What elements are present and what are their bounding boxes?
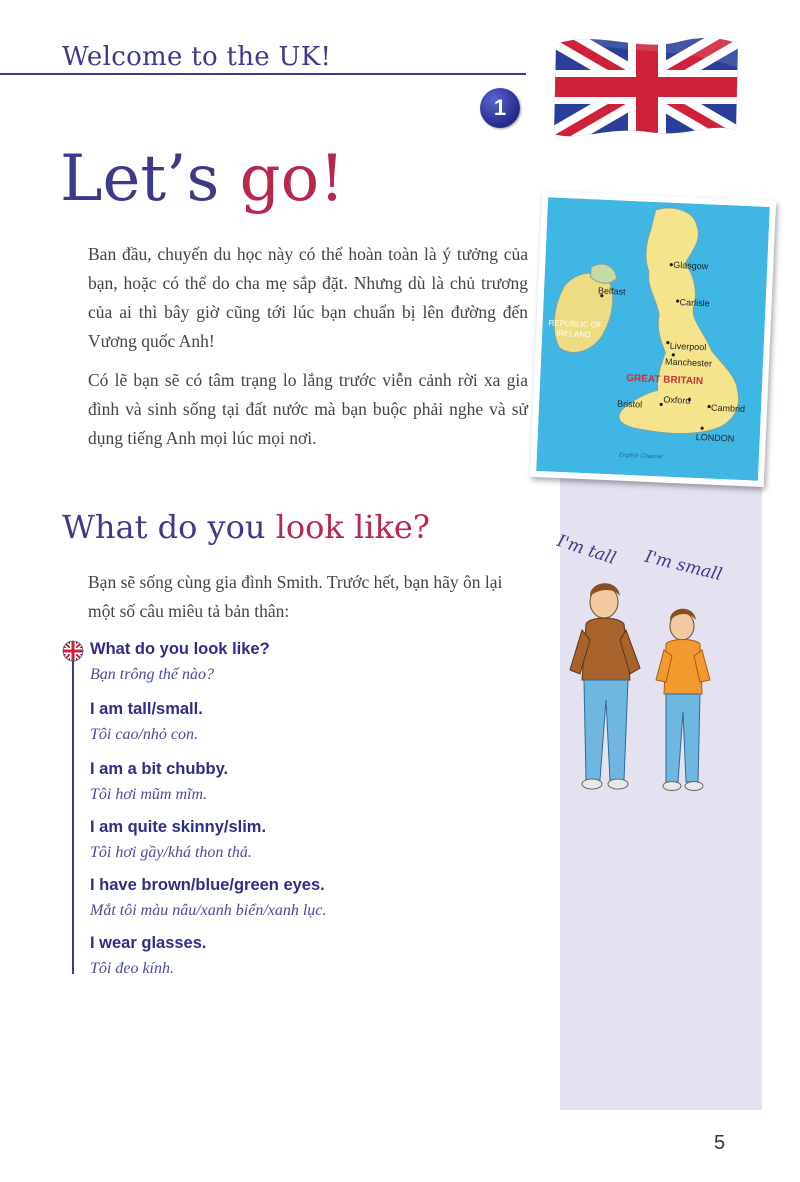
title-part-2: go! — [239, 142, 345, 216]
map-label-bristol: Bristol — [616, 398, 643, 410]
uk-flag-icon — [62, 640, 84, 662]
intro-paragraph: Có lẽ bạn sẽ có tâm trạng lo lắng trước viễn cảnh rời xa gia đình và sinh sống tại đất nước mà bạn buộc phải nghe và sử dụng tiếng Anh mọi lúc mọi nơi. — [88, 370, 528, 448]
chapter-header-title: Welcome to the UK! — [62, 42, 332, 72]
phrase-english: What do you look like? — [90, 640, 270, 658]
section-title-part-1: What do you — [62, 508, 276, 546]
map-label-great-britain: GREAT BRITAIN — [626, 372, 704, 388]
section-intro: Bạn sẽ sống cùng gia đình Smith. Trước hết, bạn hãy ôn lại một số câu miêu tả bản thân: — [88, 572, 503, 621]
chapter-number-badge: 1 — [480, 88, 520, 128]
phrase-vietnamese: Tôi cao/nhỏ con. — [90, 726, 198, 743]
map-label-cambridge: Cambrid — [710, 402, 746, 415]
map-label-republic-1: REPUBLIC OF — [548, 318, 603, 330]
map-label-london: LONDON — [695, 431, 735, 444]
caption-tall: I'm tall — [554, 531, 619, 569]
phrase-vietnamese: Mắt tôi màu nâu/xanh biển/xanh lục. — [90, 902, 327, 919]
title-part-1: Let’s — [60, 142, 240, 216]
map-label-oxford: Oxford — [663, 394, 691, 406]
phrase-vietnamese: Tôi hơi gầy/khá thon thả. — [90, 844, 252, 861]
map-label-carlisle: Carlisle — [679, 297, 710, 309]
phrase-english: I am a bit chubby. — [90, 760, 229, 778]
map-label-republic-2: IRELAND — [555, 328, 592, 340]
map-label-liverpool: Liverpool — [669, 340, 707, 353]
caption-small: I'm small — [642, 546, 725, 586]
phrase-english: I have brown/blue/green eyes. — [90, 876, 325, 894]
map-label-manchester: Manchester — [664, 356, 713, 369]
phrase-list-rule — [72, 654, 74, 974]
two-boys-illustration — [560, 570, 760, 800]
uk-map-photo — [530, 191, 776, 487]
phrase-english: I wear glasses. — [90, 934, 207, 952]
phrase-vietnamese: Tôi hơi mũm mĩm. — [90, 786, 207, 803]
intro-paragraph: Ban đầu, chuyến du học này có thể hoàn toàn là ý tưởng của bạn, hoặc có thể do cha mẹ sắp đặt. Nhưng dù là chủ trương của ai thì bây giờ cũng tới lúc bạn chuẩn bị lên đường đến Vương quốc Anh! — [88, 244, 528, 351]
phrase-vietnamese: Tôi đeo kính. — [90, 960, 174, 977]
union-jack-flag-icon — [548, 30, 744, 144]
small-boy-figure — [656, 609, 710, 791]
page-title — [60, 142, 345, 216]
phrase-english: I am quite skinny/slim. — [90, 818, 267, 836]
uk-map — [536, 197, 770, 480]
section-title-part-2: look like? — [275, 508, 430, 546]
section-title — [62, 508, 430, 546]
header-divider — [0, 73, 526, 75]
page-number: 5 — [714, 1132, 726, 1154]
map-label-belfast: Belfast — [597, 285, 626, 297]
map-label-glasgow: Glasgow — [673, 259, 709, 272]
map-label-channel: English Channel — [618, 452, 663, 461]
tall-boy-figure — [570, 583, 640, 789]
phrase-english: I am tall/small. — [90, 700, 203, 718]
phrase-vietnamese: Bạn trông thế nào? — [90, 666, 214, 683]
